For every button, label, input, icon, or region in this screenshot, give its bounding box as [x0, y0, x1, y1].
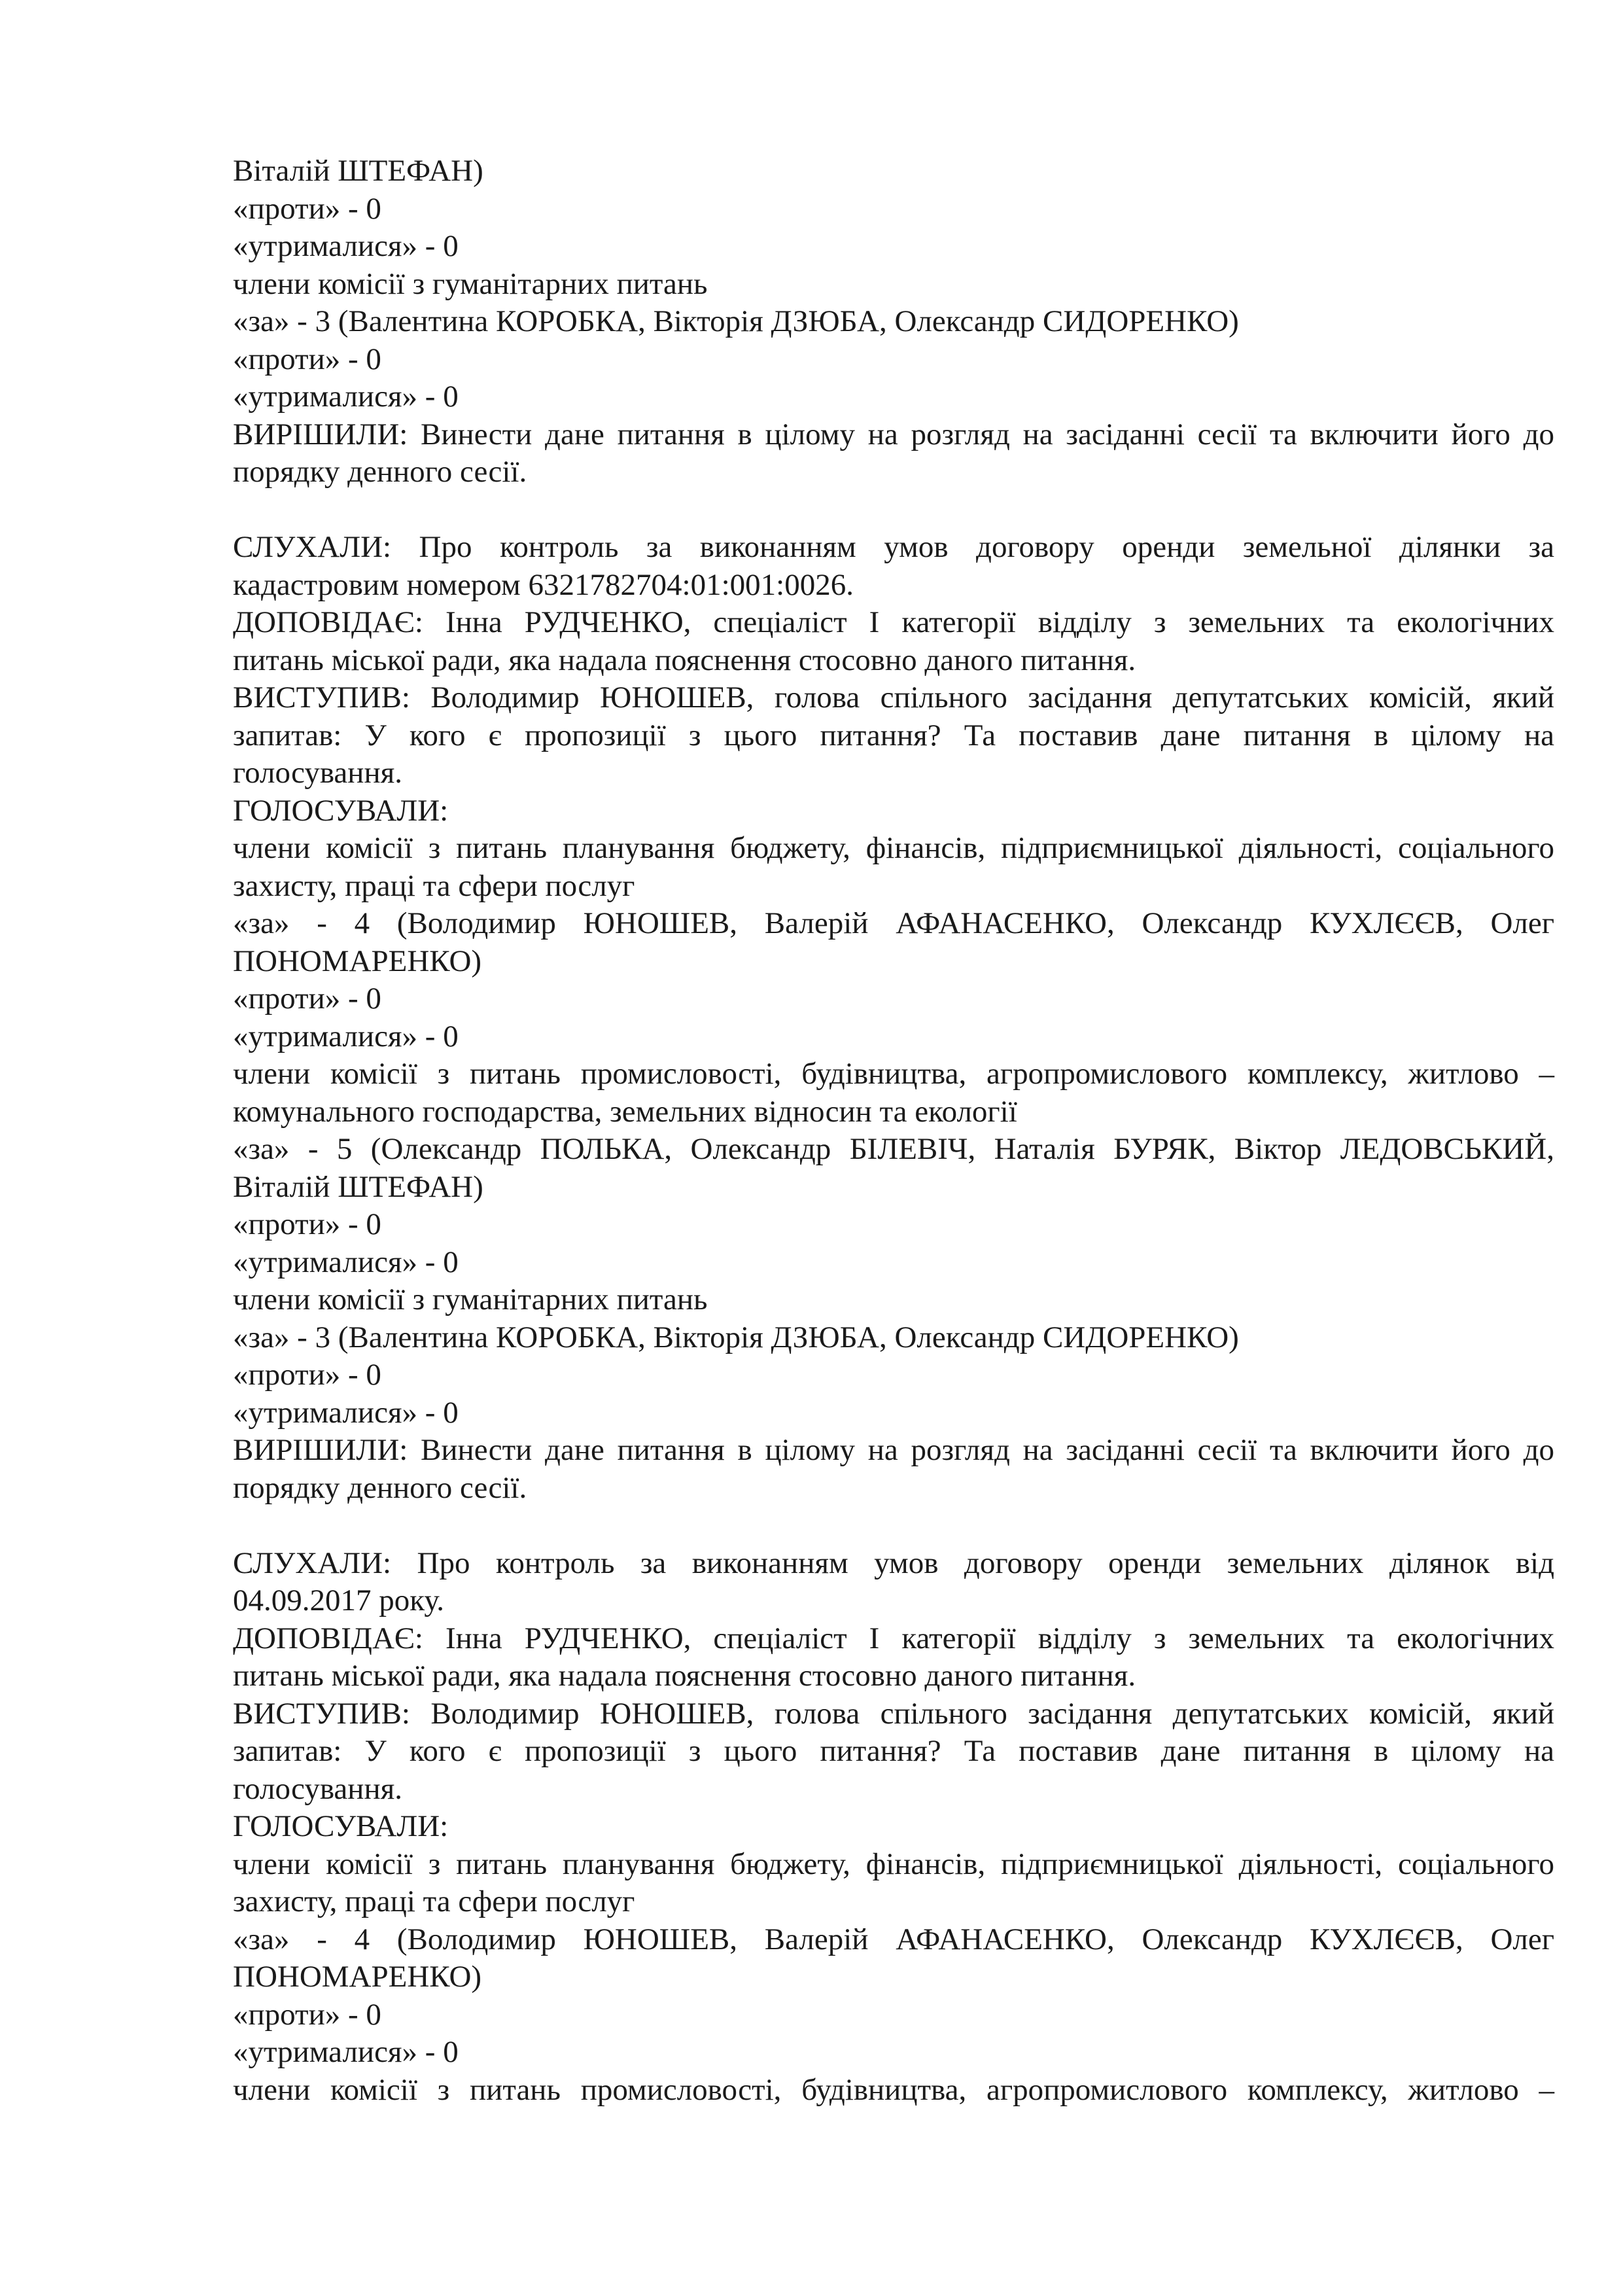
text-line: Віталій ШТЕФАН)	[233, 154, 483, 188]
text-line: «за» - 4 (Володимир ЮНОШЕВ, Валерій АФАНАСЕНКО, Олександр КУХЛЄЄВ, Олег	[233, 1922, 1554, 1956]
text-line: «утрималися» - 0	[233, 2035, 459, 2069]
text-line: «утрималися» - 0	[233, 1019, 459, 1053]
text-line: члени комісії з питань промисловості, будівництва, агропромислового комплексу, житлово –	[233, 2072, 1554, 2107]
paragraph-gap	[233, 491, 1554, 529]
text-line: ВИРІШИЛИ: Винести дане питання в цілому на розгляд на засіданні сесії та включити його до	[233, 1433, 1554, 1467]
text-line: «проти» - 0	[233, 1997, 381, 2032]
text-line: члени комісії з гуманітарних питань	[233, 1282, 708, 1316]
text-line: кадастровим номером 6321782704:01:001:0026.	[233, 567, 854, 602]
text-line: ГОЛОСУВАЛИ:	[233, 793, 449, 828]
text-line: «за» - 3 (Валентина КОРОБКА, Вікторія ДЗЮБА, Олександр СИДОРЕНКО)	[233, 304, 1239, 338]
text-line: ВИСТУПИВ: Володимир ЮНОШЕВ, голова спільного засідання депутатських комісій, який	[233, 680, 1554, 715]
text-line: СЛУХАЛИ: Про контроль за виконанням умов договору оренди земельної ділянки за	[233, 530, 1554, 564]
text-line: СЛУХАЛИ: Про контроль за виконанням умов договору оренди земельних ділянок від	[233, 1545, 1554, 1580]
text-line: члени комісії з гуманітарних питань	[233, 266, 708, 301]
text-line: «за» - 5 (Олександр ПОЛЬКА, Олександр БІЛЕВІЧ, Наталія БУРЯК, Віктор ЛЕДОВСЬКИЙ,	[233, 1132, 1554, 1166]
text-line: порядку денного сесії.	[233, 455, 527, 489]
text-line: «за» - 4 (Володимир ЮНОШЕВ, Валерій АФАНАСЕНКО, Олександр КУХЛЄЄВ, Олег	[233, 906, 1554, 940]
text-line: ПОНОМАРЕНКО)	[233, 944, 482, 978]
text-line: 04.09.2017 року.	[233, 1583, 444, 1617]
text-line: голосування.	[233, 1771, 402, 1806]
text-line: питань міської ради, яка надала пояснення стосовно даного питання.	[233, 643, 1136, 677]
text-line: ВИРІШИЛИ: Винести дане питання в цілому на розгляд на засіданні сесії та включити його до	[233, 417, 1554, 451]
text-line: «проти» - 0	[233, 1207, 381, 1241]
text-line: комунального господарства, земельних відносин та екології	[233, 1094, 1017, 1129]
text-line: «проти» - 0	[233, 342, 381, 376]
text-line: члени комісії з питань планування бюджету, фінансів, підприємницької діяльності, соціального	[233, 1846, 1554, 1881]
text-line: ДОПОВІДАЄ: Інна РУДЧЕНКО, спеціаліст І категорії відділу з земельних та екологічних	[233, 605, 1554, 639]
text-line: запитав: У кого є пропозиції з цього питання? Та поставив дане питання в цілому на	[233, 718, 1554, 752]
paragraph-gap	[233, 1507, 1554, 1545]
text-line: ГОЛОСУВАЛИ:	[233, 1809, 449, 1843]
text-line: захисту, праці та сфери послуг	[233, 1884, 635, 1918]
text-line: «утрималися» - 0	[233, 380, 459, 414]
text-line: захисту, праці та сфери послуг	[233, 868, 635, 903]
text-line: ДОПОВІДАЄ: Інна РУДЧЕНКО, спеціаліст І категорії відділу з земельних та екологічних	[233, 1621, 1554, 1655]
text-line: «проти» - 0	[233, 981, 381, 1016]
text-line: «утрималися» - 0	[233, 1395, 459, 1430]
text-line: голосування.	[233, 756, 402, 790]
text-line: запитав: У кого є пропозиції з цього питання? Та поставив дане питання в цілому на	[233, 1734, 1554, 1768]
text-line: Віталій ШТЕФАН)	[233, 1169, 483, 1204]
text-line: питань міської ради, яка надала пояснення стосовно даного питання.	[233, 1659, 1136, 1693]
text-line: порядку денного сесії.	[233, 1470, 527, 1505]
text-line: члени комісії з питань планування бюджету, фінансів, підприємницької діяльності, соціального	[233, 831, 1554, 865]
text-line: «утрималися» - 0	[233, 1245, 459, 1279]
document-page	[233, 152, 1554, 2109]
text-line: «утрималися» - 0	[233, 229, 459, 263]
text-line: «проти» - 0	[233, 191, 381, 226]
text-line: «проти» - 0	[233, 1358, 381, 1392]
text-line: «за» - 3 (Валентина КОРОБКА, Вікторія ДЗЮБА, Олександр СИДОРЕНКО)	[233, 1320, 1239, 1354]
text-line: члени комісії з питань промисловості, будівництва, агропромислового комплексу, житлово –	[233, 1057, 1554, 1091]
text-line: ПОНОМАРЕНКО)	[233, 1960, 482, 1994]
text-line: ВИСТУПИВ: Володимир ЮНОШЕВ, голова спільного засідання депутатських комісій, який	[233, 1696, 1554, 1731]
